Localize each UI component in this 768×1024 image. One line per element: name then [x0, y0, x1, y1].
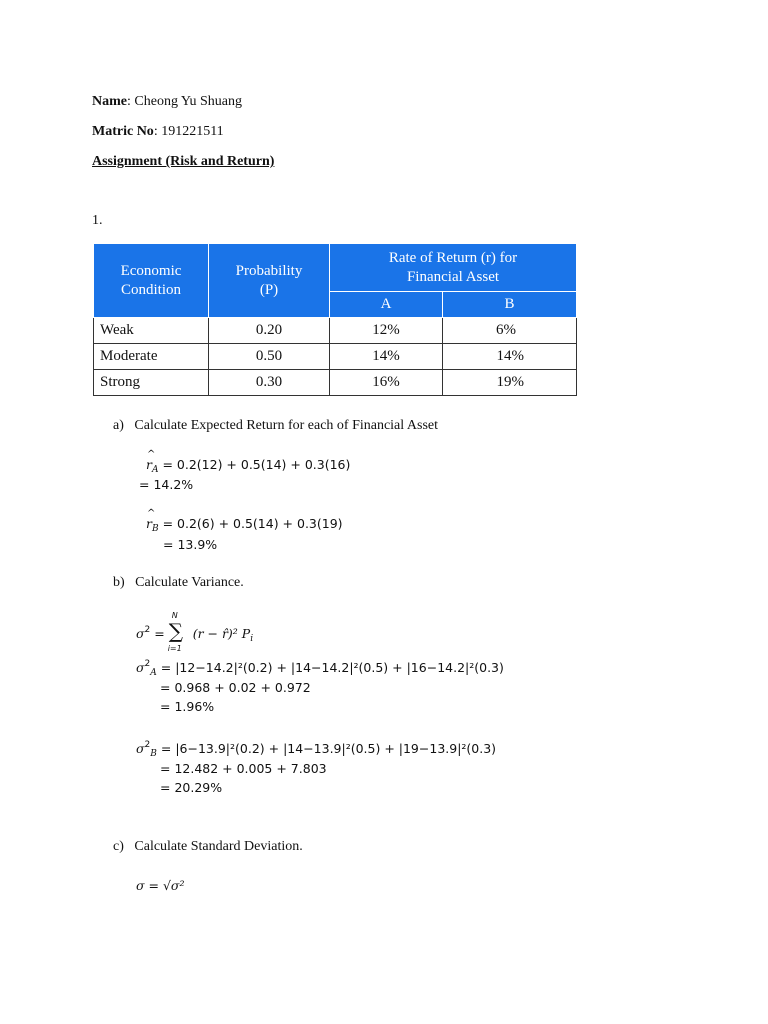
expected-return-b-formula: ^ $r_B = 0.2(6) + 0.5(14) + 0.3(19)$: [146, 516, 343, 534]
variance-general-formula: $\sigma^2$ = N ∑ i=1 (r − r̂)² $P_i$: [136, 611, 254, 653]
name-label: Name: [92, 94, 127, 109]
variance-b-formula: $\sigma^2_B = |6-13.9|^2(0.2) + |14-13.9|^2(0.5) + |19-13.9|^2(0.3)$: [136, 740, 497, 759]
header-asset-b: B: [443, 292, 577, 318]
header-probability: Probability (P): [209, 244, 330, 318]
part-a-question: a) Calculate Expected Return for each of Financial Asset: [113, 418, 439, 433]
assignment-title: Assignment (Risk and Return): [92, 154, 275, 169]
matric-value: : 191221511: [153, 124, 224, 139]
returns-table: [93, 243, 577, 396]
standard-deviation-formula: σ = √σ²: [136, 878, 185, 893]
part-c-question: c) Calculate Standard Deviation.: [113, 839, 303, 854]
expected-return-a-result: = 14.2%: [139, 477, 194, 492]
variance-b-result: = 20.29%: [160, 780, 223, 795]
name-value: : Cheong Yu Shuang: [127, 94, 242, 109]
header-rate-of-return: Rate of Return (r) for Financial Asset: [330, 244, 577, 292]
matric-line: [92, 124, 224, 140]
variance-b-line2: = 12.482 + 0.005 + 7.803: [160, 761, 327, 776]
variance-a-line2: = 0.968 + 0.02 + 0.972: [160, 680, 311, 695]
table-row: Strong 0.30 16% 19%: [94, 370, 577, 396]
student-name-line: [92, 94, 242, 110]
expected-return-b-result: = 13.9%: [163, 537, 218, 552]
matric-label: Matric No: [92, 124, 154, 139]
variance-a-result: = 1.96%: [160, 699, 215, 714]
expected-return-a-formula: ^ $r_A = 0.2(12) + 0.5(14) + 0.3(16)$: [146, 457, 350, 475]
header-asset-a: A: [330, 292, 443, 318]
table-row: Weak 0.20 12% 6%: [94, 318, 577, 344]
variance-a-formula: $\sigma^2_A = |12-14.2|^2(0.2) + |14-14.2|^2(0.5) + |16-14.2|^2(0.3)$: [136, 659, 504, 678]
question-number: 1.: [92, 213, 103, 228]
header-economic-condition: Economic Condition: [94, 244, 209, 318]
part-b-question: b) Calculate Variance.: [113, 575, 244, 590]
table-row: Moderate 0.50 14% 14%: [94, 344, 577, 370]
